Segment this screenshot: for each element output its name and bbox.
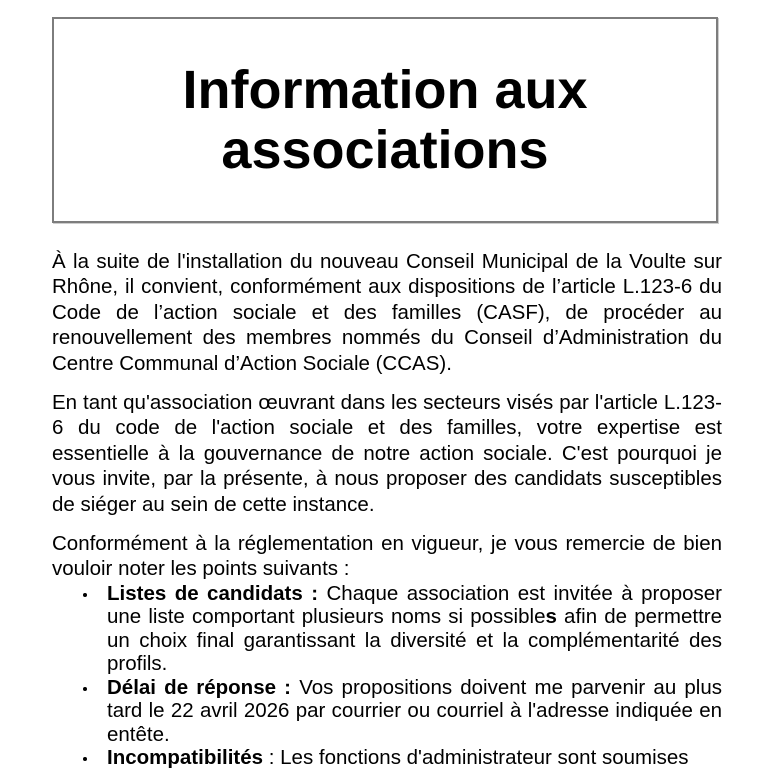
document-body: [52, 249, 722, 770]
list-item-listes-de-candidats: [52, 582, 722, 676]
document-page: [0, 17, 762, 779]
paragraph-association: En tant qu'association œuvrant dans les secteurs visés par l'article L.123-6 du code de l'action sociale et des familles, votre expertise est essentielle à la gouvernance de notre action sociale. C'est pourquoi je vous invite, par la présente, à nous proposer des candidats susceptibles de siéger au sein de cette instance.: [52, 391, 722, 516]
list-item-text-part: Chaque association est invitée à proposer une liste comportant plusieurs noms si possible: [107, 581, 722, 629]
list-item-bold-label: Listes de candidats :: [107, 581, 327, 605]
list-item-bold-label: s: [545, 605, 557, 629]
paragraph-installation: À la suite de l'installation du nouveau Conseil Municipal de la Voulte sur Rhône, il convient, conformément aux dispositions de l’article L.123-6 du Code de l’action sociale et des familles (CASF), de procéder au renouvellement des membres nommés du Conseil d’Administration du Centre Communal d’Action Sociale (CCAS).: [52, 250, 722, 375]
title-box: [52, 17, 718, 223]
list-item-delai-de-reponse: [52, 676, 722, 747]
list-item-text: [107, 746, 689, 769]
list-item-incompatibilites: [52, 746, 722, 770]
bullet-icon: [83, 757, 87, 761]
bullet-icon: [83, 687, 87, 691]
list-item-bold-label: Incompatibilités: [107, 746, 269, 770]
list-item-bold-label: Délai de réponse :: [107, 675, 300, 699]
paragraph-reglementation: Conformément à la réglementation en vigueur, je vous remercie de bien vouloir noter les points suivants :: [52, 532, 722, 581]
list-item-text-part: : Les fonctions d'administrateur sont soumises: [268, 746, 689, 770]
bullet-list: [52, 582, 722, 770]
list-item-text-part: Vos propositions doivent me parvenir au plus tard le 22 avril 2026 par courrier ou courriel à l'adresse indiquée en entête.: [107, 675, 722, 746]
document-title: Information aux associations: [182, 60, 588, 180]
bullet-icon: [83, 593, 87, 597]
list-item-text: [107, 582, 722, 676]
list-item-text: [107, 676, 722, 746]
list-item-text-part: afin de permettre un choix final garantissant la diversité et la complémentarité des profils.: [107, 605, 722, 676]
